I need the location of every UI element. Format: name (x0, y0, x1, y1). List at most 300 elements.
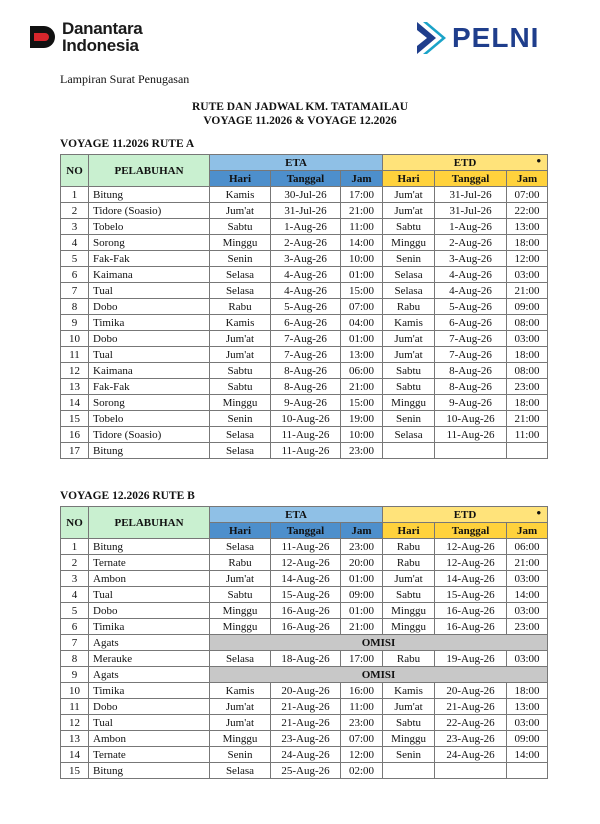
cell-eta-tanggal: 18-Aug-26 (271, 651, 341, 667)
col-header-eta-tanggal: Tanggal (271, 523, 341, 539)
cell-pelabuhan: Fak-Fak (89, 251, 210, 267)
cell-eta-tanggal: 6-Aug-26 (271, 315, 341, 331)
cell-etd-jam: 03:00 (507, 651, 548, 667)
cell-etd-hari: Sabtu (383, 587, 435, 603)
cell-no: 13 (61, 379, 89, 395)
table-row (61, 427, 548, 443)
col-header-eta-jam: Jam (341, 171, 383, 187)
cell-pelabuhan: Timika (89, 315, 210, 331)
table-row (61, 315, 548, 331)
cell-pelabuhan: Dobo (89, 299, 210, 315)
cell-eta-tanggal: 21-Aug-26 (271, 715, 341, 731)
cell-etd-jam: 07:00 (507, 187, 548, 203)
cell-etd-tanggal: 4-Aug-26 (435, 283, 507, 299)
danantara-logo (28, 20, 142, 54)
cell-etd-jam: 23:00 (507, 619, 548, 635)
cell-etd-jam: 13:00 (507, 219, 548, 235)
cell-eta-tanggal: 11-Aug-26 (271, 443, 341, 459)
cell-eta-jam: 10:00 (341, 251, 383, 267)
etd-dot-mark: • (536, 154, 542, 168)
cell-eta-jam: 07:00 (341, 731, 383, 747)
cell-eta-tanggal: 31-Jul-26 (271, 203, 341, 219)
cell-eta-hari: Selasa (210, 267, 271, 283)
cell-pelabuhan: Bitung (89, 539, 210, 555)
table-row (61, 555, 548, 571)
cell-pelabuhan: Bitung (89, 763, 210, 779)
table-row (61, 299, 548, 315)
table-row (61, 235, 548, 251)
cell-no: 12 (61, 715, 89, 731)
cell-pelabuhan: Merauke (89, 651, 210, 667)
cell-etd-jam: 13:00 (507, 699, 548, 715)
cell-eta-tanggal: 7-Aug-26 (271, 347, 341, 363)
cell-etd-hari (383, 443, 435, 459)
cell-eta-hari: Selasa (210, 427, 271, 443)
cell-etd-hari: Sabtu (383, 379, 435, 395)
cell-etd-jam: 18:00 (507, 395, 548, 411)
cell-eta-tanggal: 3-Aug-26 (271, 251, 341, 267)
cell-no: 7 (61, 283, 89, 299)
cell-etd-hari: Selasa (383, 427, 435, 443)
cell-pelabuhan: Dobo (89, 331, 210, 347)
cell-no: 1 (61, 539, 89, 555)
cell-etd-hari: Rabu (383, 299, 435, 315)
col-header-eta-hari: Hari (210, 523, 271, 539)
cell-etd-tanggal: 21-Aug-26 (435, 699, 507, 715)
cell-etd-tanggal: 1-Aug-26 (435, 219, 507, 235)
cell-no: 11 (61, 347, 89, 363)
cell-eta-hari: Minggu (210, 395, 271, 411)
cell-etd-hari: Selasa (383, 283, 435, 299)
cell-etd-hari: Jum'at (383, 331, 435, 347)
cell-etd-tanggal: 8-Aug-26 (435, 363, 507, 379)
cell-etd-tanggal (435, 763, 507, 779)
cell-eta-hari: Minggu (210, 619, 271, 635)
table-row (61, 203, 548, 219)
cell-eta-jam: 15:00 (341, 395, 383, 411)
cell-etd-tanggal: 4-Aug-26 (435, 267, 507, 283)
cell-etd-tanggal: 12-Aug-26 (435, 555, 507, 571)
cell-pelabuhan: Tobelo (89, 219, 210, 235)
cell-etd-tanggal (435, 443, 507, 459)
cell-etd-jam: 18:00 (507, 235, 548, 251)
table-row (61, 539, 548, 555)
cell-etd-hari: Senin (383, 747, 435, 763)
cell-etd-hari: Minggu (383, 619, 435, 635)
cell-pelabuhan: Kaimana (89, 363, 210, 379)
cell-etd-hari: Senin (383, 251, 435, 267)
cell-eta-jam: 06:00 (341, 363, 383, 379)
cell-etd-jam: 18:00 (507, 347, 548, 363)
cell-no: 11 (61, 699, 89, 715)
cell-pelabuhan: Dobo (89, 699, 210, 715)
col-header-etd-jam: Jam (507, 171, 548, 187)
cell-eta-tanggal: 2-Aug-26 (271, 235, 341, 251)
cell-etd-jam: 08:00 (507, 363, 548, 379)
col-header-pelabuhan: PELABUHAN (89, 155, 210, 187)
table-row (61, 331, 548, 347)
cell-etd-hari: Jum'at (383, 347, 435, 363)
cell-etd-hari: Jum'at (383, 699, 435, 715)
cell-pelabuhan: Tidore (Soasio) (89, 427, 210, 443)
danantara-line1: Danantara (62, 19, 143, 38)
cell-etd-tanggal: 20-Aug-26 (435, 683, 507, 699)
cell-etd-jam: 09:00 (507, 731, 548, 747)
table-row (61, 395, 548, 411)
cell-etd-jam: 12:00 (507, 251, 548, 267)
cell-no: 9 (61, 315, 89, 331)
table-row (61, 651, 548, 667)
cell-no: 10 (61, 683, 89, 699)
cell-eta-tanggal: 14-Aug-26 (271, 571, 341, 587)
cell-etd-jam: 21:00 (507, 283, 548, 299)
table-row (61, 251, 548, 267)
cell-pelabuhan: Tual (89, 587, 210, 603)
table-row (61, 219, 548, 235)
cell-eta-hari: Minggu (210, 603, 271, 619)
cell-etd-hari: Sabtu (383, 363, 435, 379)
document-subtitle: VOYAGE 11.2026 & VOYAGE 12.2026 (203, 115, 397, 127)
table-row (61, 283, 548, 299)
cell-etd-jam: 03:00 (507, 603, 548, 619)
etd-label: ETD (453, 156, 477, 169)
cell-pelabuhan: Ambon (89, 571, 210, 587)
table-row (61, 747, 548, 763)
col-header-eta-hari: Hari (210, 171, 271, 187)
col-header-no: NO (61, 155, 89, 187)
cell-etd-jam: 11:00 (507, 427, 548, 443)
table-row (61, 587, 548, 603)
cell-etd-tanggal: 12-Aug-26 (435, 539, 507, 555)
cell-eta-hari: Senin (210, 411, 271, 427)
cell-eta-tanggal: 8-Aug-26 (271, 363, 341, 379)
cell-eta-tanggal: 24-Aug-26 (271, 747, 341, 763)
cell-eta-hari: Jum'at (210, 203, 271, 219)
document-title: RUTE DAN JADWAL KM. TATAMAILAU (191, 101, 409, 113)
cell-no: 2 (61, 203, 89, 219)
table-row (61, 715, 548, 731)
cell-etd-hari: Kamis (383, 683, 435, 699)
cell-eta-hari: Selasa (210, 443, 271, 459)
cell-no: 8 (61, 299, 89, 315)
cell-etd-tanggal: 7-Aug-26 (435, 331, 507, 347)
cell-eta-tanggal: 16-Aug-26 (271, 619, 341, 635)
cell-etd-hari: Rabu (383, 555, 435, 571)
cell-eta-tanggal: 21-Aug-26 (271, 699, 341, 715)
cell-pelabuhan: Tual (89, 283, 210, 299)
cell-pelabuhan: Sorong (89, 235, 210, 251)
document-header (0, 0, 600, 70)
cell-eta-jam: 23:00 (341, 443, 383, 459)
table-row (61, 187, 548, 203)
col-header-etd (383, 507, 548, 523)
cell-eta-hari: Jum'at (210, 715, 271, 731)
table-row (61, 267, 548, 283)
table-row (61, 379, 548, 395)
cell-etd-hari: Jum'at (383, 571, 435, 587)
danantara-mark-icon (28, 22, 58, 52)
cell-etd-hari: Sabtu (383, 219, 435, 235)
cell-no: 17 (61, 443, 89, 459)
attachment-label: Lampiran Surat Penugasan (60, 72, 190, 86)
cell-pelabuhan: Timika (89, 683, 210, 699)
col-header-etd-hari: Hari (383, 523, 435, 539)
cell-etd-hari: Jum'at (383, 203, 435, 219)
cell-eta-tanggal: 7-Aug-26 (271, 331, 341, 347)
voyage-b-table (60, 506, 548, 779)
cell-eta-hari: Senin (210, 251, 271, 267)
cell-no: 4 (61, 587, 89, 603)
cell-etd-hari: Kamis (383, 315, 435, 331)
cell-etd-jam: 03:00 (507, 571, 548, 587)
cell-no: 14 (61, 747, 89, 763)
cell-eta-jam: 04:00 (341, 315, 383, 331)
cell-eta-tanggal: 1-Aug-26 (271, 219, 341, 235)
cell-etd-jam: 21:00 (507, 555, 548, 571)
table-row (61, 571, 548, 587)
col-header-eta-jam: Jam (341, 523, 383, 539)
cell-eta-jam: 07:00 (341, 299, 383, 315)
cell-pelabuhan: Agats (89, 635, 210, 651)
col-header-etd-hari: Hari (383, 171, 435, 187)
cell-pelabuhan: Sorong (89, 395, 210, 411)
cell-etd-hari: Minggu (383, 603, 435, 619)
cell-etd-hari: Minggu (383, 235, 435, 251)
cell-eta-jam: 01:00 (341, 267, 383, 283)
cell-etd-tanggal: 6-Aug-26 (435, 315, 507, 331)
cell-pelabuhan: Bitung (89, 443, 210, 459)
cell-etd-jam (507, 763, 548, 779)
cell-eta-hari: Minggu (210, 731, 271, 747)
cell-eta-jam: 15:00 (341, 283, 383, 299)
cell-etd-hari: Senin (383, 411, 435, 427)
cell-etd-tanggal: 7-Aug-26 (435, 347, 507, 363)
table-row (61, 763, 548, 779)
pelni-wordmark: PELNI (452, 22, 540, 53)
cell-no: 4 (61, 235, 89, 251)
cell-eta-jam: 20:00 (341, 555, 383, 571)
cell-pelabuhan: Agats (89, 667, 210, 683)
cell-pelabuhan: Tobelo (89, 411, 210, 427)
table-row (61, 411, 548, 427)
cell-no: 3 (61, 571, 89, 587)
cell-eta-jam: 21:00 (341, 619, 383, 635)
cell-pelabuhan: Ambon (89, 731, 210, 747)
cell-eta-hari: Selasa (210, 283, 271, 299)
cell-eta-hari: Jum'at (210, 331, 271, 347)
cell-etd-tanggal: 16-Aug-26 (435, 603, 507, 619)
cell-eta-jam: 10:00 (341, 427, 383, 443)
cell-etd-tanggal: 5-Aug-26 (435, 299, 507, 315)
cell-etd-hari (383, 763, 435, 779)
table-row (61, 363, 548, 379)
cell-eta-tanggal: 25-Aug-26 (271, 763, 341, 779)
cell-etd-tanggal: 31-Jul-26 (435, 203, 507, 219)
cell-etd-tanggal: 8-Aug-26 (435, 379, 507, 395)
cell-etd-hari: Minggu (383, 731, 435, 747)
cell-eta-hari: Kamis (210, 187, 271, 203)
cell-etd-hari: Sabtu (383, 715, 435, 731)
cell-pelabuhan: Tual (89, 715, 210, 731)
cell-eta-tanggal: 15-Aug-26 (271, 587, 341, 603)
cell-eta-hari: Sabtu (210, 587, 271, 603)
cell-eta-hari: Jum'at (210, 571, 271, 587)
cell-no: 16 (61, 427, 89, 443)
cell-etd-jam: 06:00 (507, 539, 548, 555)
col-header-pelabuhan: PELABUHAN (89, 507, 210, 539)
cell-no: 15 (61, 411, 89, 427)
table-row (61, 699, 548, 715)
col-header-eta: ETA (210, 507, 383, 523)
cell-no: 5 (61, 251, 89, 267)
col-header-etd-tanggal: Tanggal (435, 171, 507, 187)
cell-eta-jam: 17:00 (341, 187, 383, 203)
danantara-line2: Indonesia (62, 36, 139, 55)
cell-eta-jam: 17:00 (341, 651, 383, 667)
cell-no: 7 (61, 635, 89, 651)
cell-etd-tanggal: 16-Aug-26 (435, 619, 507, 635)
cell-no: 15 (61, 763, 89, 779)
cell-no: 2 (61, 555, 89, 571)
col-header-etd (383, 155, 548, 171)
col-header-eta: ETA (210, 155, 383, 171)
cell-eta-hari: Sabtu (210, 379, 271, 395)
cell-etd-tanggal: 14-Aug-26 (435, 571, 507, 587)
cell-etd-hari: Jum'at (383, 187, 435, 203)
cell-eta-tanggal: 16-Aug-26 (271, 603, 341, 619)
cell-eta-jam: 19:00 (341, 411, 383, 427)
col-header-no: NO (61, 507, 89, 539)
table-row (61, 635, 548, 651)
cell-eta-hari: Selasa (210, 539, 271, 555)
cell-no: 6 (61, 267, 89, 283)
cell-etd-jam: 14:00 (507, 747, 548, 763)
cell-eta-tanggal: 4-Aug-26 (271, 267, 341, 283)
cell-no: 5 (61, 603, 89, 619)
cell-etd-hari: Minggu (383, 395, 435, 411)
table-row (61, 683, 548, 699)
cell-etd-tanggal: 9-Aug-26 (435, 395, 507, 411)
voyage-b-label: VOYAGE 12.2026 RUTE B (60, 490, 195, 502)
etd-label: ETD (453, 508, 477, 521)
etd-dot-mark: • (536, 506, 542, 520)
table-row (61, 667, 548, 683)
table-row (61, 603, 548, 619)
cell-pelabuhan: Ternate (89, 555, 210, 571)
cell-no: 9 (61, 667, 89, 683)
cell-no: 13 (61, 731, 89, 747)
cell-eta-jam: 23:00 (341, 539, 383, 555)
cell-eta-hari: Sabtu (210, 219, 271, 235)
cell-etd-tanggal: 31-Jul-26 (435, 187, 507, 203)
cell-eta-hari: Sabtu (210, 363, 271, 379)
cell-eta-jam: 01:00 (341, 331, 383, 347)
cell-eta-hari: Rabu (210, 555, 271, 571)
cell-etd-tanggal: 24-Aug-26 (435, 747, 507, 763)
cell-eta-tanggal: 20-Aug-26 (271, 683, 341, 699)
cell-pelabuhan: Dobo (89, 603, 210, 619)
cell-etd-jam: 03:00 (507, 267, 548, 283)
cell-etd-jam (507, 443, 548, 459)
cell-eta-tanggal: 11-Aug-26 (271, 427, 341, 443)
cell-eta-jam: 21:00 (341, 203, 383, 219)
cell-eta-jam: 01:00 (341, 603, 383, 619)
cell-etd-jam: 23:00 (507, 379, 548, 395)
cell-etd-jam: 08:00 (507, 315, 548, 331)
cell-pelabuhan: Fak-Fak (89, 379, 210, 395)
cell-eta-hari: Selasa (210, 651, 271, 667)
cell-no: 14 (61, 395, 89, 411)
cell-eta-tanggal: 11-Aug-26 (271, 539, 341, 555)
cell-etd-hari: Rabu (383, 539, 435, 555)
cell-eta-jam: 21:00 (341, 379, 383, 395)
cell-eta-jam: 13:00 (341, 347, 383, 363)
pelni-chevron-icon (414, 20, 446, 56)
col-header-etd-tanggal: Tanggal (435, 523, 507, 539)
cell-etd-jam: 22:00 (507, 203, 548, 219)
cell-eta-tanggal: 30-Jul-26 (271, 187, 341, 203)
cell-eta-hari: Senin (210, 747, 271, 763)
cell-eta-jam: 11:00 (341, 699, 383, 715)
cell-eta-tanggal: 9-Aug-26 (271, 395, 341, 411)
cell-pelabuhan: Kaimana (89, 267, 210, 283)
cell-pelabuhan: Timika (89, 619, 210, 635)
cell-etd-jam: 03:00 (507, 715, 548, 731)
cell-eta-hari: Kamis (210, 315, 271, 331)
cell-eta-hari: Jum'at (210, 347, 271, 363)
cell-eta-jam: 02:00 (341, 763, 383, 779)
voyage-a-table (60, 154, 548, 459)
cell-eta-hari: Selasa (210, 763, 271, 779)
cell-omisi: OMISI (210, 667, 548, 683)
cell-etd-tanggal: 15-Aug-26 (435, 587, 507, 603)
cell-eta-jam: 14:00 (341, 235, 383, 251)
cell-pelabuhan: Bitung (89, 187, 210, 203)
cell-eta-jam: 09:00 (341, 587, 383, 603)
cell-eta-jam: 12:00 (341, 747, 383, 763)
cell-eta-tanggal: 23-Aug-26 (271, 731, 341, 747)
cell-no: 3 (61, 219, 89, 235)
cell-eta-jam: 01:00 (341, 571, 383, 587)
cell-etd-tanggal: 10-Aug-26 (435, 411, 507, 427)
cell-eta-hari: Rabu (210, 299, 271, 315)
col-header-eta-tanggal: Tanggal (271, 171, 341, 187)
cell-no: 12 (61, 363, 89, 379)
cell-eta-tanggal: 12-Aug-26 (271, 555, 341, 571)
cell-eta-jam: 16:00 (341, 683, 383, 699)
cell-etd-jam: 09:00 (507, 299, 548, 315)
cell-etd-tanggal: 22-Aug-26 (435, 715, 507, 731)
cell-eta-tanggal: 4-Aug-26 (271, 283, 341, 299)
table-row (61, 731, 548, 747)
cell-pelabuhan: Ternate (89, 747, 210, 763)
cell-eta-tanggal: 5-Aug-26 (271, 299, 341, 315)
cell-etd-hari: Selasa (383, 267, 435, 283)
cell-etd-tanggal: 23-Aug-26 (435, 731, 507, 747)
col-header-etd-jam: Jam (507, 523, 548, 539)
cell-etd-tanggal: 11-Aug-26 (435, 427, 507, 443)
pelni-logo (414, 20, 539, 56)
cell-etd-tanggal: 2-Aug-26 (435, 235, 507, 251)
cell-eta-hari: Minggu (210, 235, 271, 251)
cell-no: 8 (61, 651, 89, 667)
cell-etd-hari: Rabu (383, 651, 435, 667)
table-row (61, 619, 548, 635)
cell-eta-hari: Kamis (210, 683, 271, 699)
cell-no: 1 (61, 187, 89, 203)
cell-pelabuhan: Tidore (Soasio) (89, 203, 210, 219)
cell-etd-tanggal: 19-Aug-26 (435, 651, 507, 667)
